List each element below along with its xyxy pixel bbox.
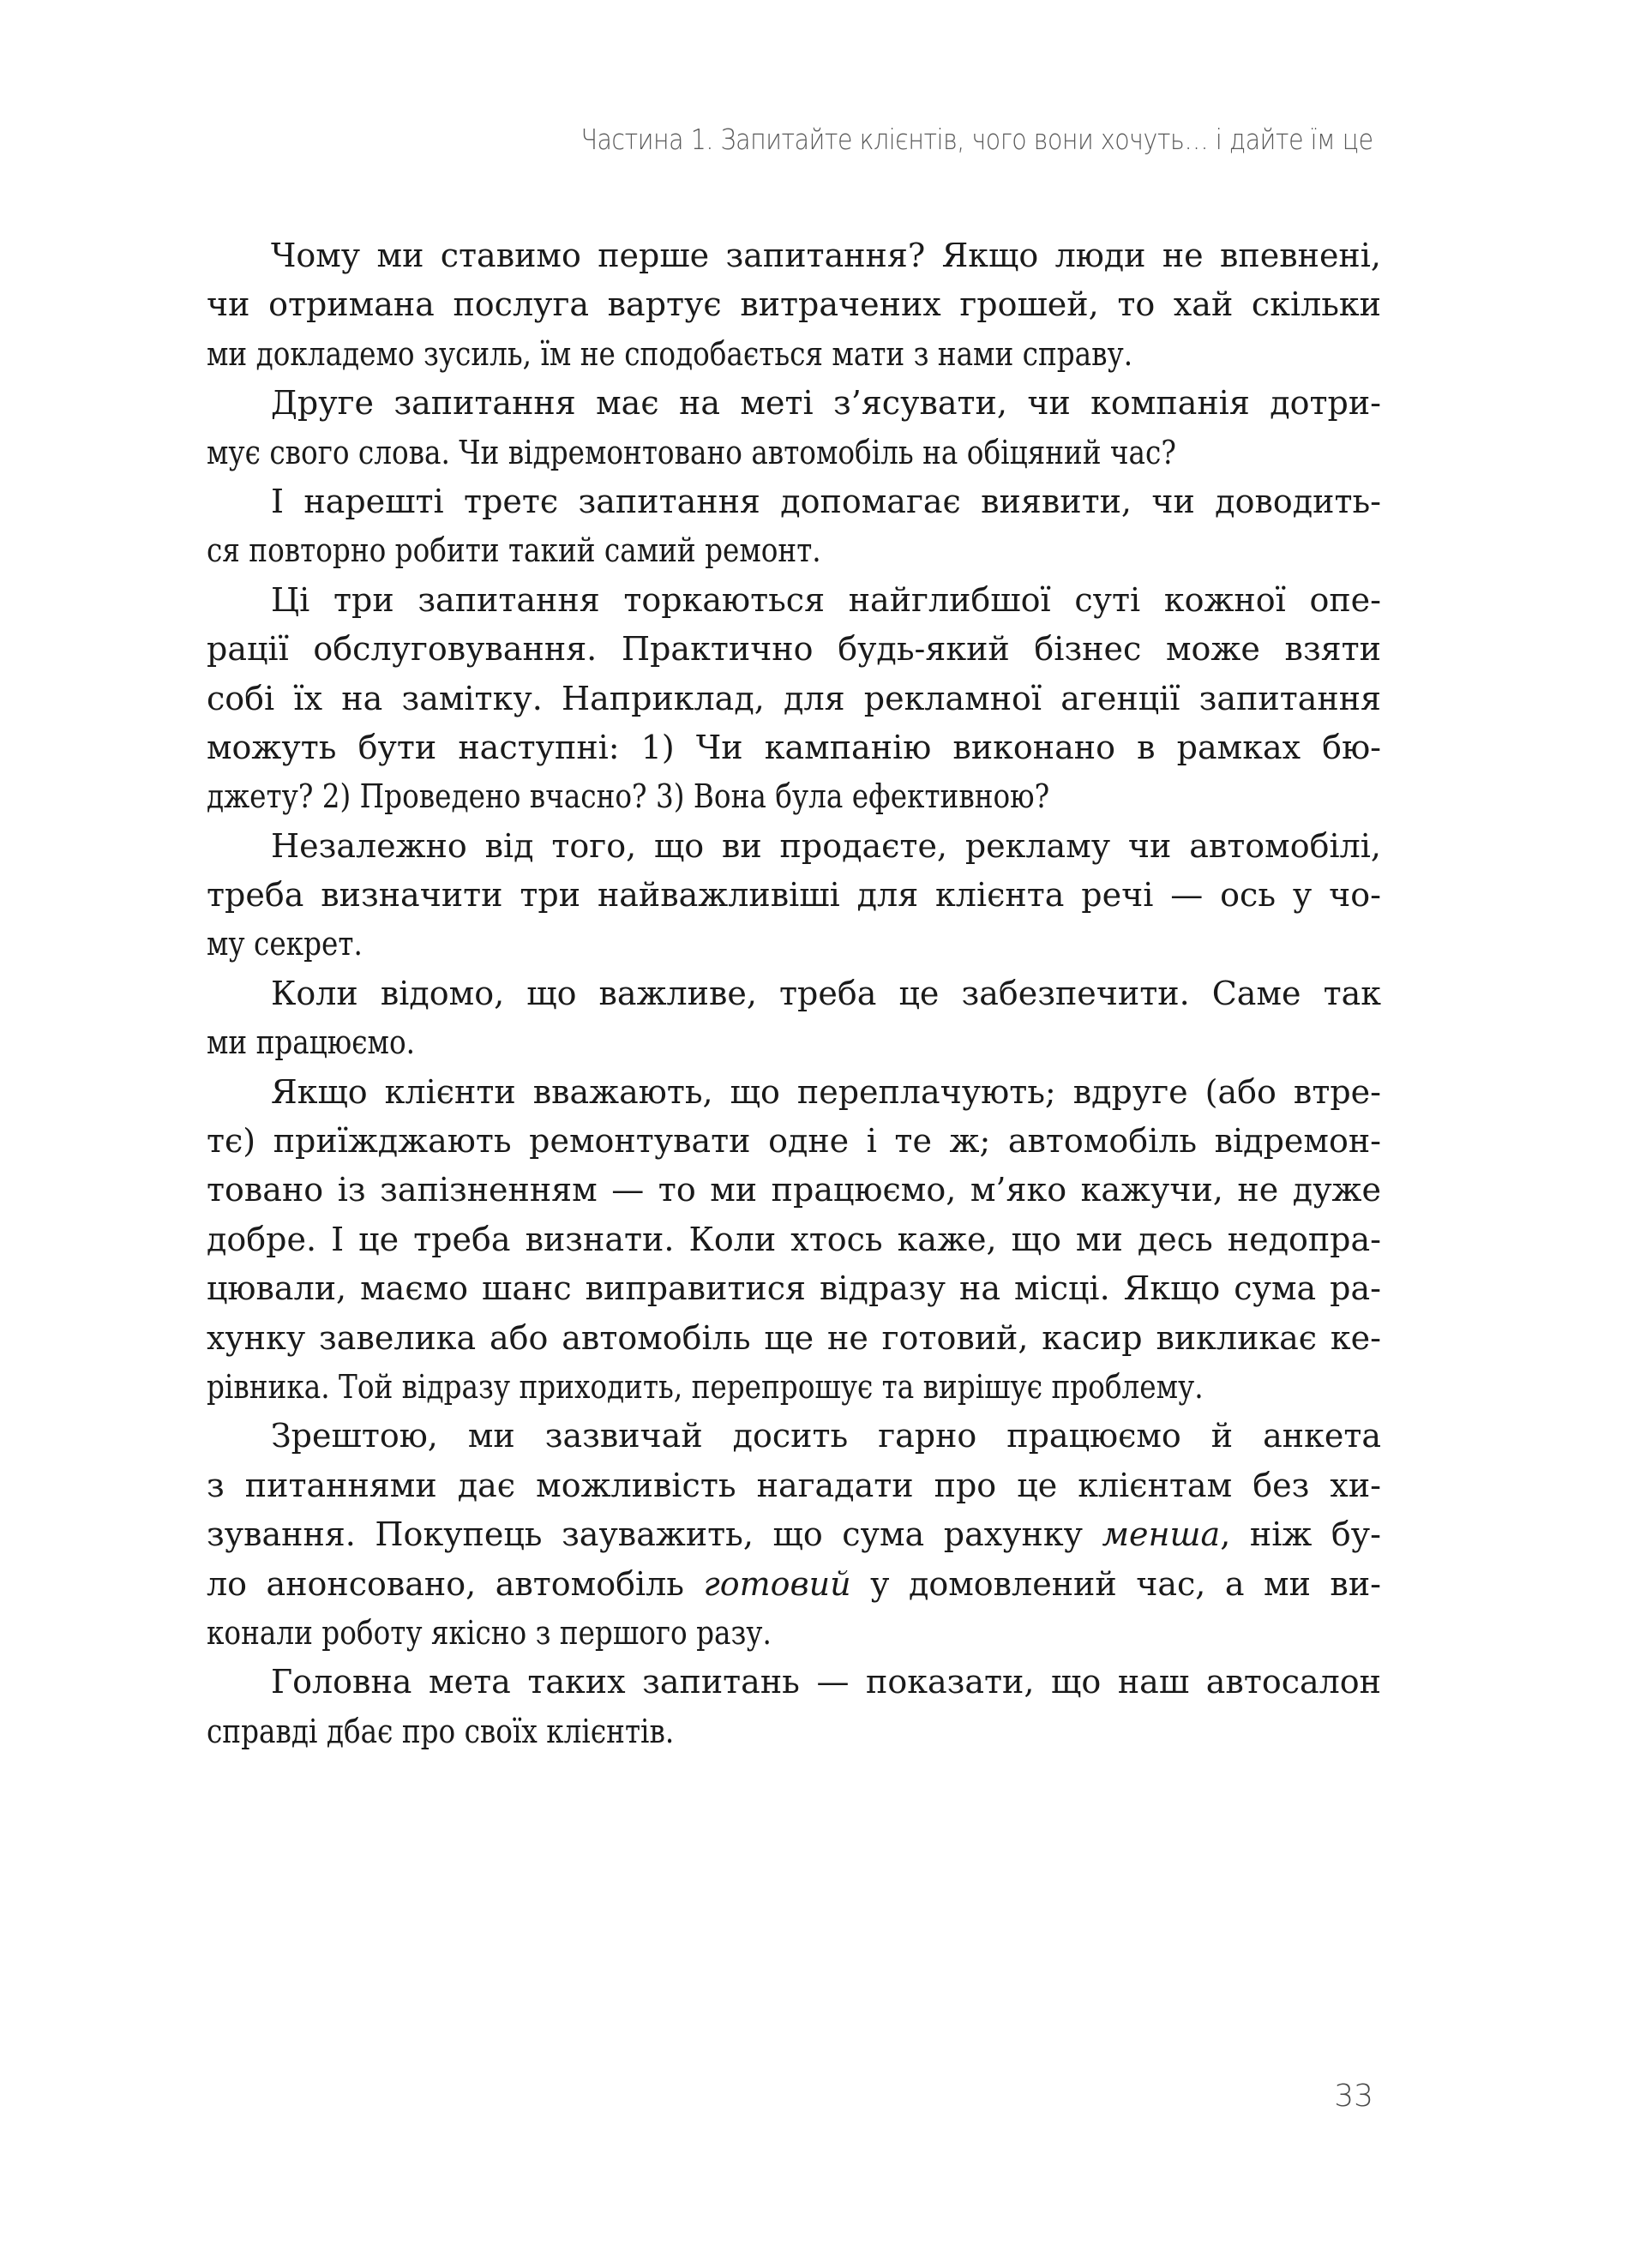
text-line: тє) приїжджають ремонтувати одне і те ж; автомобіль відремон- [207,1122,1381,1161]
text-span: у домовлений час, а ми ви- [850,1564,1381,1603]
text-line: Незалежно від того, що ви продаєте, рекламу чи автомобілі, [271,826,1381,865]
text-line: хунку завелика або автомобіль ще не готовий, касир викликає ке- [207,1318,1381,1357]
running-header: Частина 1. Запитайте клієнтів, чого вони хочуть… і дайте їм це [580,123,1373,156]
text-line: добре. І це треба визнати. Коли хтось каже, що ми десь недопра- [207,1220,1381,1258]
text-line: му секрет. [207,925,363,963]
text-line: Головна мета таких запитань — показати, що наш автосалон [271,1663,1381,1701]
text-line: І нарешті третє запитання допомагає виявити, чи доводить- [271,482,1381,520]
text-line: Ці три запитання торкаються найглибшої суті кожної опе- [271,580,1381,619]
text-line: ми працюємо. [207,1023,416,1062]
text-line: собі їх на замітку. Наприклад, для рекламної агенції запитання [207,679,1381,717]
paragraph [207,969,1381,1068]
text-line [207,1510,1381,1559]
text-line: Зрештою, ми зазвичай досить гарно працюємо й анкета [271,1417,1381,1455]
text-line: Чому ми ставимо перше запитання? Якщо люди не впевнені, [271,237,1381,274]
paragraph [207,1068,1381,1413]
text-line: чи отримана послуга вартує витрачених грошей, то хай скільки [207,285,1381,324]
page-number: 33 [1334,2079,1373,2114]
text-line: справді дбає про своїх клієнтів. [207,1712,675,1750]
text-line: можуть бути наступні: 1) Чи кампанію виконано в рамках бю- [207,728,1381,766]
text-line: ми докладемо зусиль, їм не сподобається мати з нами справу. [207,334,1133,373]
text-line: ся повторно робити такий самий ремонт. [207,531,821,570]
text-line [207,1560,1381,1609]
text-line: Якщо клієнти вважають, що переплачують; вдруге (або втре- [271,1072,1381,1111]
text-line: рівника. Той відразу приходить, перепрошує та вирішує проблему. [207,1367,1204,1406]
text-line: товано із запізненням — то ми працюємо, м’яко кажучи, не дуже [207,1171,1381,1209]
text-line: рації обслуговування. Практично будь-який бізнес може взяти [207,630,1381,669]
emphasis-text: готовий [703,1564,851,1603]
paragraph [207,1658,1381,1756]
paragraph [207,1412,1381,1658]
paragraph [207,576,1381,822]
text-line: мує свого слова. Чи відремонтовано автомобіль на обіцяний час? [207,433,1176,471]
paragraph [207,231,1381,379]
paragraph [207,477,1381,576]
text-span: зування. Покупець зауважить, що сума рахунку [207,1515,1102,1554]
text-line: з питаннями дає можливість нагадати про це клієнтам без хи- [207,1466,1381,1504]
text-line: Коли відомо, що важливе, треба це забезпечити. Саме так [271,974,1381,1012]
text-span: ло анонсовано, автомобіль [207,1564,704,1603]
paragraph [207,379,1381,477]
emphasis-text: менша [1102,1515,1221,1554]
text-line: конали роботу якісно з першого разу. [207,1613,772,1652]
text-line: цювали, маємо шанс виправитися відразу на місці. Якщо сума ра- [207,1269,1381,1308]
text-line: джету? 2) Проведено вчасно? 3) Вона була ефективною? [207,777,1050,816]
body-text [207,231,1381,1756]
text-span: , ніж бу- [1220,1515,1381,1554]
text-line: Друге запитання має на меті з’ясувати, чи компанія дотри- [271,384,1381,423]
text-line: треба визначити три найважливіші для клієнта речі — ось у чо- [207,876,1381,915]
paragraph [207,822,1381,969]
